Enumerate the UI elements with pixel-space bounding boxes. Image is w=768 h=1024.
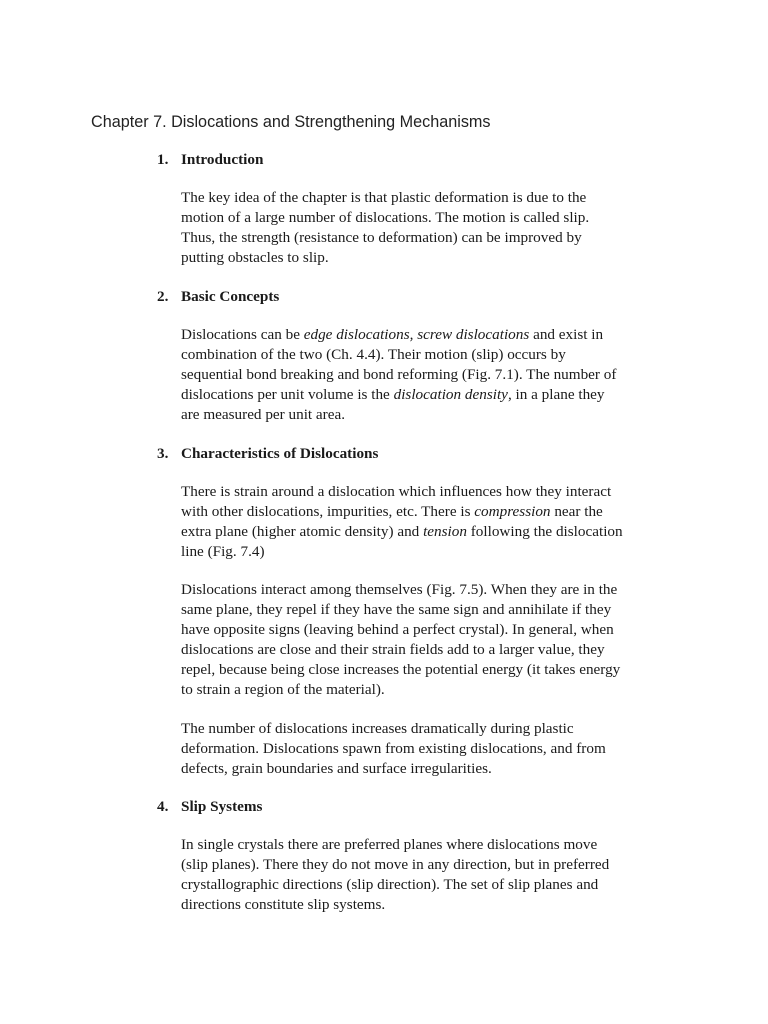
- text-line: crystallographic directions (slip direction). The set of slip planes and: [181, 876, 599, 893]
- section-title: Basic Concepts: [181, 288, 280, 305]
- text-line: putting obstacles to slip.: [181, 249, 329, 266]
- text-line: Thus, the strength (resistance to deformation) can be improved by: [181, 229, 582, 246]
- text-run: with other dislocations, impurities, etc. There is: [181, 503, 475, 520]
- italic-term: tension: [423, 523, 467, 540]
- text-line: Dislocations interact among themselves (Fig. 7.5). When they are in the: [181, 581, 618, 598]
- text-run: dislocations per unit volume is the: [181, 386, 394, 403]
- text-run: near the: [550, 503, 603, 520]
- paragraph: [181, 188, 681, 268]
- paragraph: [181, 325, 681, 425]
- text-line: The number of dislocations increases dramatically during plastic: [181, 720, 574, 737]
- text-line: There is strain around a dislocation which influences how they interact: [181, 483, 612, 500]
- italic-term: compression: [474, 503, 551, 520]
- section-number: 2.: [157, 288, 169, 305]
- section-title: Slip Systems: [181, 798, 263, 815]
- text-line: repel, because being close increases the potential energy (it takes energy: [181, 661, 621, 678]
- paragraph: [181, 482, 681, 562]
- paragraph: [181, 719, 681, 779]
- text-line: motion of a large number of dislocations. The motion is called slip.: [181, 209, 590, 226]
- italic-term: edge dislocations, screw dislocations: [303, 326, 530, 343]
- section-title: Characteristics of Dislocations: [181, 445, 379, 462]
- italic-term: dislocation density: [393, 386, 508, 403]
- section-number: 1.: [157, 151, 169, 168]
- paragraph: [181, 580, 681, 700]
- section-number: 3.: [157, 445, 169, 462]
- text-line: In single crystals there are preferred planes where dislocations move: [181, 836, 598, 853]
- text-line: The key idea of the chapter is that plastic deformation is due to the: [181, 189, 587, 206]
- text-line: line (Fig. 7.4): [181, 543, 265, 560]
- text-line: combination of the two (Ch. 4.4). Their motion (slip) occurs by: [181, 346, 566, 363]
- text-run: extra plane (higher atomic density) and: [181, 523, 424, 540]
- chapter-title: Chapter 7. Dislocations and Strengthening Mechanisms: [91, 113, 491, 131]
- section-title: Introduction: [181, 151, 264, 168]
- text-line: directions constitute slip systems.: [181, 896, 386, 913]
- section-number: 4.: [157, 798, 169, 815]
- text-line: deformation. Dislocations spawn from existing dislocations, and from: [181, 740, 606, 757]
- text-line: defects, grain boundaries and surface irregularities.: [181, 760, 492, 777]
- text-line: to strain a region of the material).: [181, 681, 385, 698]
- text-line: sequential bond breaking and bond reforming (Fig. 7.1). The number of: [181, 366, 617, 383]
- section-heading: [157, 797, 262, 817]
- text-line: are measured per unit area.: [181, 406, 346, 423]
- text-line: (slip planes). There they do not move in any direction, but in preferred: [181, 856, 610, 873]
- text-run: and exist in: [529, 326, 604, 343]
- text-line: have opposite signs (leaving behind a perfect crystal). In general, when: [181, 621, 614, 638]
- text-run: Dislocations can be: [181, 326, 304, 343]
- section-heading: [157, 150, 263, 170]
- text-run: , in a plane they: [507, 386, 605, 403]
- section-heading: [157, 444, 378, 464]
- text-line: same plane, they repel if they have the same sign and annihilate if they: [181, 601, 612, 618]
- paragraph: [181, 835, 681, 915]
- text-line: dislocations are close and their strain fields add to a larger value, they: [181, 641, 605, 658]
- section-heading: [157, 287, 279, 307]
- text-run: following the dislocation: [466, 523, 623, 540]
